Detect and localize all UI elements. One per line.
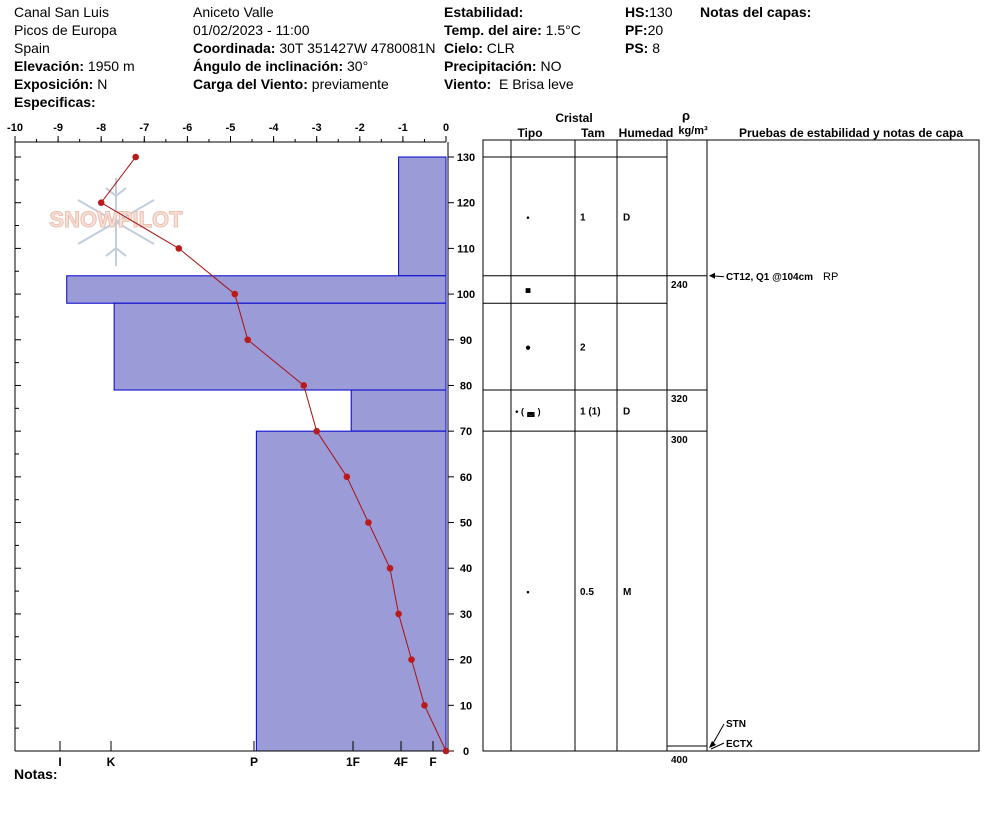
stability-test-label: STN — [726, 719, 746, 730]
stability-label: Estabilidad: — [444, 4, 524, 20]
wind-load-label: Carga del Viento: — [193, 76, 308, 92]
temperature-point — [313, 428, 320, 435]
temperature-point — [408, 656, 415, 663]
location: Canal San Luis — [14, 4, 109, 20]
sky-value: CLR — [486, 40, 515, 56]
precip-value: NO — [540, 58, 562, 74]
hardness-bar — [256, 431, 446, 751]
temp-tick-label: -5 — [225, 122, 236, 134]
density-value: 300 — [671, 435, 688, 447]
hs-label: HS: — [625, 4, 650, 20]
wind-load-value: previamente — [311, 76, 389, 92]
pf-value: 20 — [647, 22, 664, 38]
table-header-rho: ρ — [681, 108, 691, 123]
slope-label: Ángulo de inclinación: — [193, 58, 344, 74]
temp-tick-label: -3 — [311, 122, 322, 134]
precip-label: Precipitación: — [444, 58, 537, 74]
ps-label: PS: — [625, 40, 649, 56]
stability-test-label: CT12, Q1 @104cm — [726, 271, 814, 283]
hardness-label: P — [249, 755, 259, 769]
depth-tick-label: 30 — [459, 608, 473, 621]
table-header-type: Tipo — [517, 126, 543, 140]
table-header-moisture: Humedad — [618, 126, 674, 140]
grain-type-icon: ■ — [524, 285, 532, 297]
depth-tick-label: 60 — [459, 471, 473, 484]
grain-size: 1 — [580, 212, 586, 224]
temperature-point — [395, 611, 402, 618]
arrow-head-icon — [709, 273, 715, 279]
temperature-point — [232, 291, 239, 298]
temp-tick-label: -9 — [53, 122, 63, 134]
elevation-value: 1950 m — [87, 58, 135, 74]
depth-tick-label: 40 — [459, 563, 473, 576]
temperature-point — [244, 336, 251, 343]
hardness-label: F — [429, 755, 437, 769]
table-header-crystal: Cristal — [555, 111, 593, 125]
temp-tick-label: -2 — [354, 122, 365, 134]
observer: Aniceto Valle — [193, 4, 274, 20]
ps-value: 8 — [652, 40, 661, 56]
coord-value: 30T 351427W 4780081N — [279, 40, 436, 56]
table-frame — [483, 140, 979, 751]
density-value: 240 — [671, 279, 688, 291]
hardness-bar — [114, 303, 446, 390]
depth-tick-label: 0 — [462, 746, 470, 758]
moisture: M — [623, 587, 632, 599]
hardness-label: K — [106, 755, 116, 769]
layer-notes-label: Notas del capas: — [700, 4, 812, 20]
datetime: 01/02/2023 - 11:00 — [193, 22, 310, 38]
table-header-tests: Pruebas de estabilidad y notas de capa — [738, 126, 964, 140]
temp-tick-label: -6 — [182, 122, 193, 134]
hardness-label: 4F — [393, 755, 409, 769]
depth-tick-label: 20 — [459, 654, 473, 667]
temp-tick-label: -1 — [398, 122, 408, 134]
table-header-size: Tam — [581, 126, 605, 140]
grain-size: 2 — [580, 342, 586, 354]
depth-tick-label: 90 — [459, 334, 473, 347]
hardness-bars — [67, 157, 446, 751]
stability-test-label: ECTX — [726, 739, 753, 750]
depth-tick-label: 100 — [456, 289, 476, 302]
hardness-label: I — [58, 755, 62, 769]
grain-type-icon: • — [526, 212, 530, 223]
depth-tick-label: 70 — [459, 426, 473, 439]
temperature-point — [387, 565, 394, 572]
temperature-point — [98, 199, 105, 206]
depth-tick-label: 50 — [459, 517, 473, 530]
pf-label: PF: — [625, 22, 648, 38]
temperature-point — [421, 702, 428, 709]
air-temp-value: 1.5°C — [545, 22, 581, 38]
watermark-text: SNOWPILOT — [49, 207, 183, 232]
range: Picos de Europa — [14, 22, 117, 38]
table-header-density_unit: kg/m³ — [678, 125, 708, 137]
wind-value: E Brisa leve — [498, 76, 574, 92]
country: Spain — [14, 40, 50, 56]
temperature-point — [132, 154, 139, 161]
density-value: 400 — [671, 755, 688, 766]
hardness-bar — [351, 390, 446, 431]
snowpilot-logo — [49, 178, 183, 266]
temperature-point — [365, 519, 372, 526]
hardness-bar — [399, 157, 446, 276]
temp-tick-label: 0 — [442, 122, 450, 134]
temp-tick-label: -7 — [139, 122, 150, 134]
slope-value: 30° — [347, 58, 369, 74]
grain-type-icon: ● — [524, 342, 532, 354]
depth-tick-label: 110 — [457, 243, 475, 256]
stability-test-note: RP — [823, 270, 839, 283]
temp-tick-label: -8 — [96, 122, 107, 134]
sky-label: Cielo: — [444, 40, 483, 56]
aspect-label: Exposición: — [14, 76, 94, 92]
aspect-value: N — [97, 76, 108, 92]
temperature-point — [300, 382, 307, 389]
depth-tick-label: 10 — [459, 700, 473, 713]
air-temp-label: Temp. del aire: — [444, 22, 542, 38]
specifics-label: Especificas: — [14, 94, 96, 110]
moisture: D — [623, 212, 631, 224]
temperature-point — [344, 474, 351, 481]
grain-size: 1 (1) — [580, 406, 601, 418]
depth-tick-label: 130 — [456, 152, 476, 164]
wind-label: Viento: — [444, 76, 492, 92]
temp-tick-label: -4 — [268, 122, 279, 134]
temp-tick-label: -10 — [7, 122, 23, 134]
notes-label: Notas: — [14, 766, 58, 782]
coord-label: Coordinada: — [193, 40, 276, 56]
hardness-bar — [67, 276, 446, 303]
temperature-point — [443, 748, 450, 755]
hardness-label: 1F — [345, 755, 361, 769]
grain-size: 0.5 — [580, 587, 594, 599]
elevation-label: Elevación: — [14, 58, 85, 74]
temperature-point — [175, 245, 182, 252]
depth-tick-label: 80 — [459, 380, 473, 393]
density-value: 320 — [671, 394, 688, 406]
grain-type-icon: • — [526, 587, 530, 598]
layer-table — [483, 108, 979, 766]
moisture: D — [623, 406, 631, 418]
grain-type-icon: • ( ◛ ) — [515, 406, 541, 417]
depth-tick-label: 120 — [456, 197, 476, 210]
hs-value: 130 — [649, 4, 673, 20]
